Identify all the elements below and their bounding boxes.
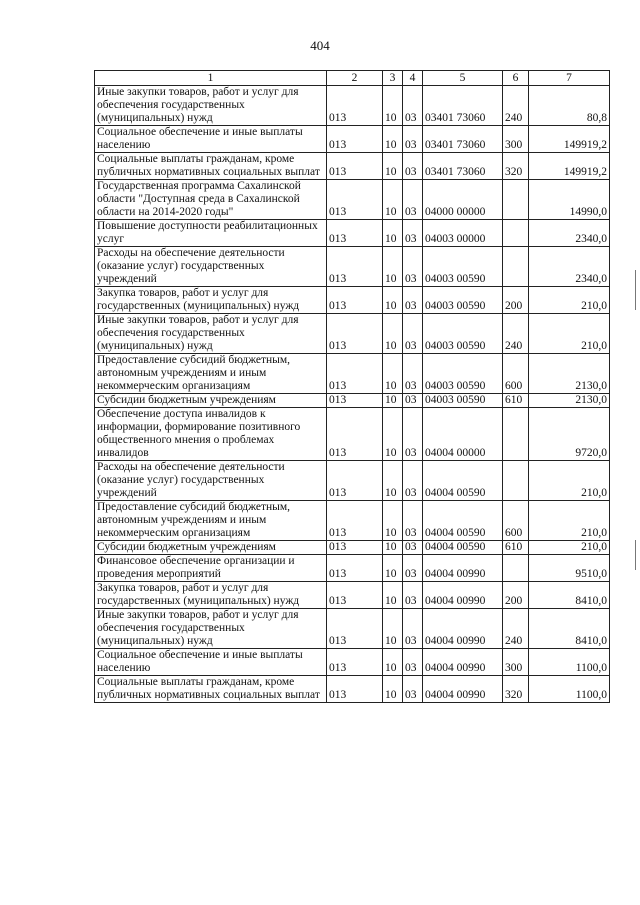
table-row <box>95 314 610 354</box>
cell-name: Предоставление субсидий бюджетным, автономным учреждениям и иным некоммерческим организациям <box>95 501 327 541</box>
cell-subsection: 03 <box>403 314 423 354</box>
cell-amount: 8410,0 <box>529 609 610 649</box>
cell-section: 10 <box>383 354 403 394</box>
cell-target-article: 04000 00000 <box>423 180 503 220</box>
cell-expense-type: 240 <box>503 609 529 649</box>
cell-name: Иные закупки товаров, работ и услуг для обеспечения государственных (муниципальных) нужд <box>95 314 327 354</box>
cell-expense-type <box>503 180 529 220</box>
cell-section: 10 <box>383 153 403 180</box>
cell-name: Иные закупки товаров, работ и услуг для обеспечения государственных (муниципальных) нужд <box>95 86 327 126</box>
cell-name: Расходы на обеспечение деятельности (оказание услуг) государственных учреждений <box>95 461 327 501</box>
cell-target-article: 04004 00000 <box>423 408 503 461</box>
cell-expense-type: 320 <box>503 153 529 180</box>
cell-name: Социальные выплаты гражданам, кроме публичных нормативных социальных выплат <box>95 676 327 703</box>
cell-target-article: 03401 73060 <box>423 86 503 126</box>
cell-amount: 9720,0 <box>529 408 610 461</box>
cell-name: Обеспечение доступа инвалидов к информации, формирование позитивного общественного мнения о проблемах инвалидов <box>95 408 327 461</box>
cell-amount: 2130,0 <box>529 394 610 408</box>
col-header-7: 7 <box>529 71 610 86</box>
cell-name: Предоставление субсидий бюджетным, автономным учреждениям и иным некоммерческим организациям <box>95 354 327 394</box>
cell-subsection: 03 <box>403 649 423 676</box>
table-row <box>95 555 610 582</box>
cell-expense-type: 240 <box>503 86 529 126</box>
cell-amount: 149919,2 <box>529 153 610 180</box>
cell-subsection: 03 <box>403 394 423 408</box>
cell-target-article: 04004 00990 <box>423 555 503 582</box>
cell-admin-code: 013 <box>327 501 383 541</box>
cell-section: 10 <box>383 220 403 247</box>
cell-target-article: 04004 00990 <box>423 649 503 676</box>
cell-admin-code: 013 <box>327 408 383 461</box>
cell-amount: 210,0 <box>529 287 610 314</box>
cell-subsection: 03 <box>403 180 423 220</box>
cell-subsection: 03 <box>403 126 423 153</box>
cell-name: Закупка товаров, работ и услуг для государственных (муниципальных) нужд <box>95 287 327 314</box>
col-header-6: 6 <box>503 71 529 86</box>
cell-subsection: 03 <box>403 501 423 541</box>
cell-subsection: 03 <box>403 582 423 609</box>
col-header-3: 3 <box>383 71 403 86</box>
cell-target-article: 03401 73060 <box>423 126 503 153</box>
cell-amount: 2340,0 <box>529 220 610 247</box>
cell-amount: 2340,0 <box>529 247 610 287</box>
col-header-4: 4 <box>403 71 423 86</box>
cell-section: 10 <box>383 394 403 408</box>
table-row <box>95 408 610 461</box>
table-row <box>95 676 610 703</box>
table-row <box>95 180 610 220</box>
cell-admin-code: 013 <box>327 180 383 220</box>
cell-expense-type: 600 <box>503 501 529 541</box>
cell-amount: 210,0 <box>529 541 610 555</box>
cell-name: Социальное обеспечение и иные выплаты населению <box>95 126 327 153</box>
cell-subsection: 03 <box>403 247 423 287</box>
cell-admin-code: 013 <box>327 541 383 555</box>
cell-subsection: 03 <box>403 609 423 649</box>
cell-section: 10 <box>383 582 403 609</box>
cell-amount: 9510,0 <box>529 555 610 582</box>
cell-expense-type: 200 <box>503 287 529 314</box>
cell-target-article: 04003 00590 <box>423 394 503 408</box>
table-row <box>95 86 610 126</box>
cell-amount: 210,0 <box>529 461 610 501</box>
cell-amount: 210,0 <box>529 314 610 354</box>
cell-admin-code: 013 <box>327 314 383 354</box>
col-header-2: 2 <box>327 71 383 86</box>
table-row <box>95 354 610 394</box>
cell-subsection: 03 <box>403 86 423 126</box>
cell-admin-code: 013 <box>327 354 383 394</box>
cell-admin-code: 013 <box>327 153 383 180</box>
cell-target-article: 04003 00590 <box>423 314 503 354</box>
cell-name: Социальное обеспечение и иные выплаты населению <box>95 649 327 676</box>
cell-subsection: 03 <box>403 555 423 582</box>
cell-section: 10 <box>383 314 403 354</box>
scan-edge-mark <box>635 540 636 570</box>
table-row <box>95 649 610 676</box>
cell-subsection: 03 <box>403 287 423 314</box>
cell-subsection: 03 <box>403 408 423 461</box>
cell-amount: 210,0 <box>529 501 610 541</box>
cell-expense-type <box>503 461 529 501</box>
cell-section: 10 <box>383 461 403 501</box>
table-row <box>95 609 610 649</box>
cell-amount: 149919,2 <box>529 126 610 153</box>
cell-admin-code: 013 <box>327 86 383 126</box>
cell-name: Повышение доступности реабилитационных услуг <box>95 220 327 247</box>
cell-expense-type: 600 <box>503 354 529 394</box>
cell-admin-code: 013 <box>327 649 383 676</box>
cell-expense-type: 240 <box>503 314 529 354</box>
cell-target-article: 04003 00590 <box>423 247 503 287</box>
cell-target-article: 04004 00590 <box>423 461 503 501</box>
cell-expense-type <box>503 220 529 247</box>
cell-expense-type: 610 <box>503 541 529 555</box>
cell-subsection: 03 <box>403 461 423 501</box>
cell-admin-code: 013 <box>327 247 383 287</box>
budget-table <box>94 70 610 703</box>
table-row <box>95 153 610 180</box>
cell-subsection: 03 <box>403 541 423 555</box>
cell-amount: 1100,0 <box>529 676 610 703</box>
cell-name: Финансовое обеспечение организации и проведения мероприятий <box>95 555 327 582</box>
cell-section: 10 <box>383 86 403 126</box>
cell-section: 10 <box>383 180 403 220</box>
table-row <box>95 126 610 153</box>
cell-subsection: 03 <box>403 676 423 703</box>
cell-expense-type: 200 <box>503 582 529 609</box>
cell-name: Субсидии бюджетным учреждениям <box>95 541 327 555</box>
cell-section: 10 <box>383 555 403 582</box>
cell-amount: 8410,0 <box>529 582 610 609</box>
cell-target-article: 03401 73060 <box>423 153 503 180</box>
cell-section: 10 <box>383 541 403 555</box>
table-row <box>95 461 610 501</box>
cell-admin-code: 013 <box>327 582 383 609</box>
cell-section: 10 <box>383 287 403 314</box>
cell-subsection: 03 <box>403 153 423 180</box>
cell-subsection: 03 <box>403 220 423 247</box>
cell-target-article: 04004 00990 <box>423 582 503 609</box>
cell-admin-code: 013 <box>327 676 383 703</box>
cell-admin-code: 013 <box>327 126 383 153</box>
cell-expense-type: 610 <box>503 394 529 408</box>
cell-expense-type <box>503 555 529 582</box>
cell-name: Государственная программа Сахалинской области "Доступная среда в Сахалинской области на 2014-2020 годы" <box>95 180 327 220</box>
cell-admin-code: 013 <box>327 220 383 247</box>
cell-section: 10 <box>383 501 403 541</box>
header-row <box>95 71 610 86</box>
table-row <box>95 220 610 247</box>
cell-target-article: 04004 00590 <box>423 501 503 541</box>
cell-admin-code: 013 <box>327 461 383 501</box>
cell-amount: 14990,0 <box>529 180 610 220</box>
cell-target-article: 04004 00590 <box>423 541 503 555</box>
cell-target-article: 04003 00590 <box>423 287 503 314</box>
cell-name: Закупка товаров, работ и услуг для государственных (муниципальных) нужд <box>95 582 327 609</box>
cell-section: 10 <box>383 609 403 649</box>
cell-section: 10 <box>383 408 403 461</box>
cell-target-article: 04003 00590 <box>423 354 503 394</box>
table-row <box>95 582 610 609</box>
cell-name: Расходы на обеспечение деятельности (оказание услуг) государственных учреждений <box>95 247 327 287</box>
scan-edge-mark <box>635 270 636 310</box>
cell-target-article: 04003 00000 <box>423 220 503 247</box>
table-row <box>95 247 610 287</box>
cell-amount: 80,8 <box>529 86 610 126</box>
cell-name: Субсидии бюджетным учреждениям <box>95 394 327 408</box>
cell-section: 10 <box>383 649 403 676</box>
cell-admin-code: 013 <box>327 287 383 314</box>
cell-subsection: 03 <box>403 354 423 394</box>
cell-section: 10 <box>383 676 403 703</box>
cell-expense-type <box>503 408 529 461</box>
cell-expense-type <box>503 247 529 287</box>
cell-name: Социальные выплаты гражданам, кроме публичных нормативных социальных выплат <box>95 153 327 180</box>
cell-target-article: 04004 00990 <box>423 609 503 649</box>
col-header-1: 1 <box>95 71 327 86</box>
table-row <box>95 394 610 408</box>
table-row <box>95 501 610 541</box>
cell-admin-code: 013 <box>327 555 383 582</box>
cell-admin-code: 013 <box>327 394 383 408</box>
cell-name: Иные закупки товаров, работ и услуг для обеспечения государственных (муниципальных) нужд <box>95 609 327 649</box>
cell-expense-type: 300 <box>503 126 529 153</box>
cell-target-article: 04004 00990 <box>423 676 503 703</box>
cell-section: 10 <box>383 126 403 153</box>
page-number: 404 <box>310 38 330 53</box>
table-row <box>95 541 610 555</box>
table-row <box>95 287 610 314</box>
cell-amount: 1100,0 <box>529 649 610 676</box>
cell-admin-code: 013 <box>327 609 383 649</box>
col-header-5: 5 <box>423 71 503 86</box>
cell-expense-type: 320 <box>503 676 529 703</box>
cell-section: 10 <box>383 247 403 287</box>
cell-amount: 2130,0 <box>529 354 610 394</box>
cell-expense-type: 300 <box>503 649 529 676</box>
